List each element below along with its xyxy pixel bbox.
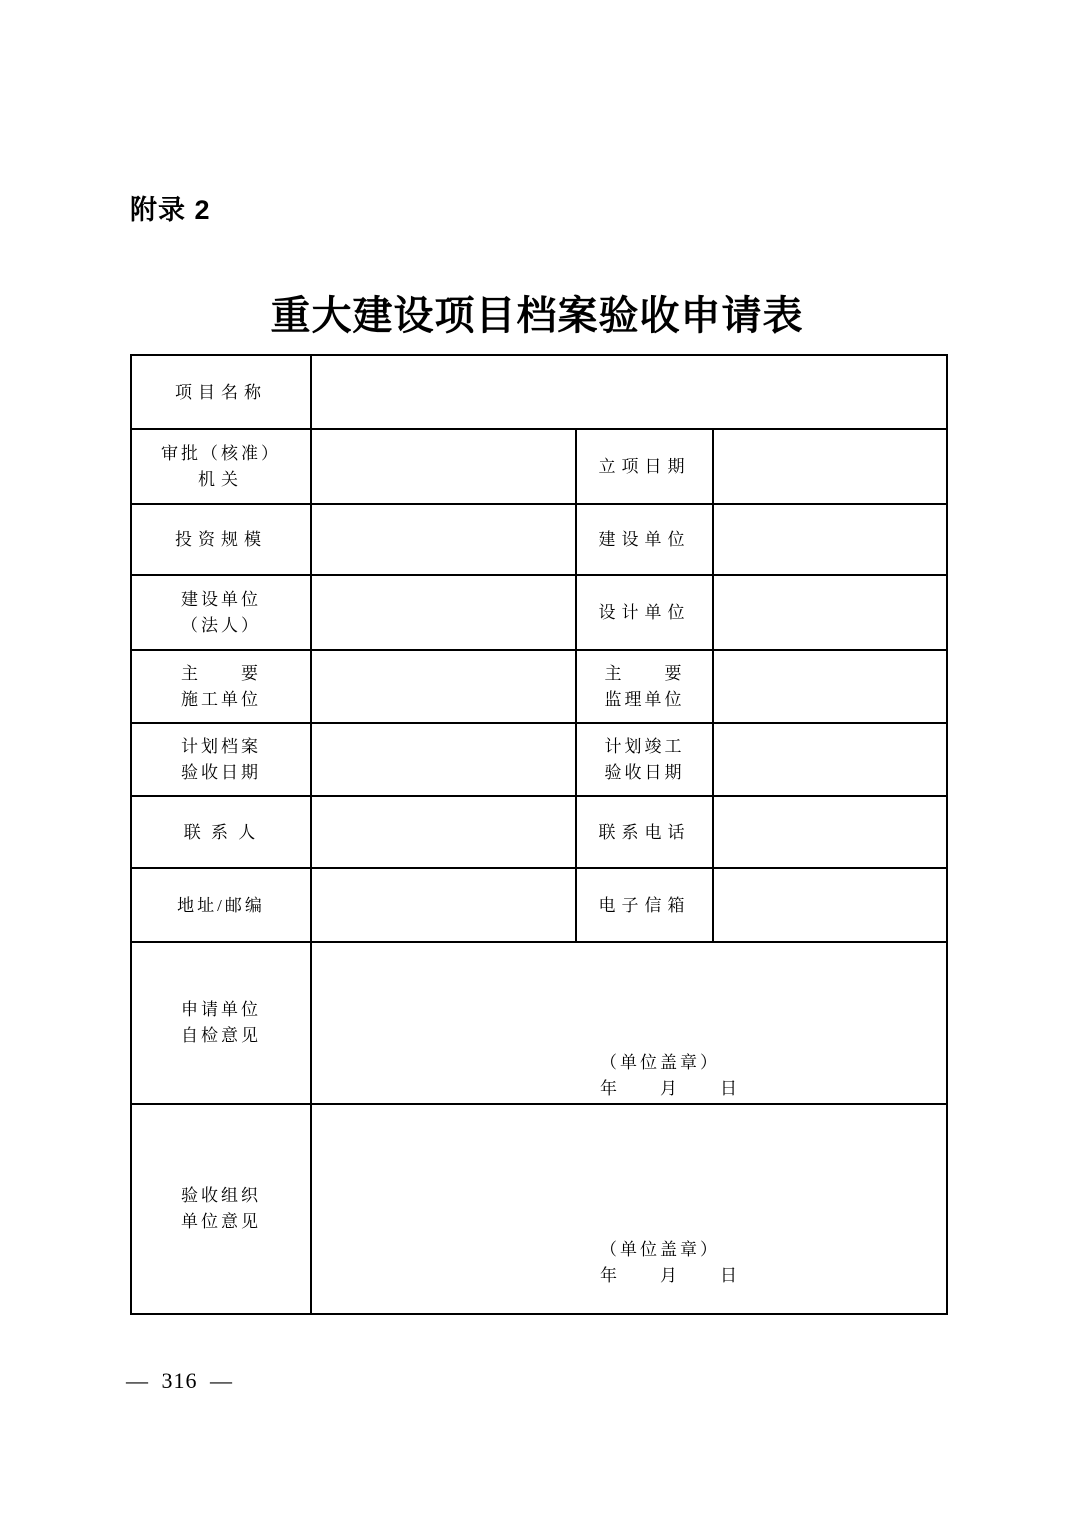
planned-completion-acceptance-label-line2: 验收日期 [604,762,685,782]
planned-completion-acceptance-label [576,723,713,796]
applicant-stamp-note: （单位盖章） [600,1053,720,1072]
contact-person-value-cell [311,796,576,868]
contact-person-label-text: 联 系 人 [183,822,259,842]
construction-unit-legal-label-line1: 建设单位 [181,589,261,609]
planned-completion-acceptance-value-cell [713,723,947,796]
row-project-name [131,355,947,429]
row-planned-dates [131,723,947,796]
address-postcode-label [131,868,311,942]
project-name-label-text: 项目名称 [175,382,267,402]
form-title: 重大建设项目档案验收申请表 [270,293,804,338]
main-supervisor-label-line1: 主 要 [604,663,685,683]
main-supervisor-label [576,650,713,723]
main-supervisor-value-cell [713,650,947,723]
acceptance-org-stamp-block [600,1129,946,1289]
investment-scale-label [131,504,311,575]
applicant-date-line: 年 月 日 [600,1079,740,1098]
row-construction-unit-legal [131,575,947,650]
approval-authority-value-cell [311,429,576,504]
email-label [576,868,713,942]
construction-unit-value-cell [713,504,947,575]
design-unit-value-cell [713,575,947,650]
acceptance-org-date-line: 年 月 日 [600,1266,740,1285]
planned-completion-acceptance-label-line1: 计划竣工 [604,736,685,756]
row-address-email [131,868,947,942]
contact-phone-label-text: 联系电话 [598,822,691,842]
construction-unit-label [576,504,713,575]
construction-unit-legal-label [131,575,311,650]
acceptance-org-opinion-label-line1: 验收组织 [181,1186,261,1205]
application-form-table [130,354,948,1315]
planned-archive-acceptance-label-line1: 计划档案 [181,736,261,756]
investment-scale-label-text: 投资规模 [175,530,267,549]
planned-archive-acceptance-value-cell [311,723,576,796]
contact-phone-value-cell [713,796,947,868]
acceptance-org-opinion-value-cell [311,1104,947,1314]
address-postcode-label-text: 地址/邮编 [177,895,265,915]
main-contractor-label-line1: 主 要 [181,663,261,683]
row-contact [131,796,947,868]
main-contractor-value-cell [311,650,576,723]
row-acceptance-org-opinion [131,1104,947,1314]
approval-authority-label-line2: 机关 [198,469,244,489]
construction-unit-legal-label-line2: （法人） [181,615,261,635]
page-number: — 316 — [126,1368,233,1393]
applicant-self-check-label-line1: 申请单位 [181,1000,261,1019]
contact-phone-label [576,796,713,868]
approval-authority-label [131,429,311,504]
row-applicant-self-check [131,942,947,1104]
project-name-value-cell [311,355,947,429]
project-name-label [131,355,311,429]
email-label-text: 电子信箱 [598,895,691,915]
acceptance-org-stamp-note: （单位盖章） [600,1240,720,1259]
main-supervisor-label-line2: 监理单位 [604,689,685,709]
acceptance-org-opinion-label-line2: 单位意见 [181,1212,261,1231]
planned-archive-acceptance-label [131,723,311,796]
project-approval-date-label [576,429,713,504]
row-approval-authority [131,429,947,504]
applicant-self-check-label-line2: 自检意见 [181,1026,261,1045]
row-main-units [131,650,947,723]
planned-archive-acceptance-label-line2: 验收日期 [181,762,261,782]
design-unit-label [576,575,713,650]
main-contractor-label [131,650,311,723]
contact-person-label [131,796,311,868]
appendix-label: 附录 2 [130,195,211,225]
applicant-self-check-label [131,942,311,1104]
project-approval-date-label-text: 立项日期 [598,457,691,476]
design-unit-label-text: 设计单位 [598,603,691,622]
construction-unit-label-text: 建设单位 [598,530,691,549]
construction-unit-legal-value-cell [311,575,576,650]
applicant-self-check-value-cell [311,942,947,1104]
row-investment-scale [131,504,947,575]
approval-authority-label-line1: 审批（核准） [161,443,281,463]
applicant-stamp-block [600,944,946,1102]
address-postcode-value-cell [311,868,576,942]
email-value-cell [713,868,947,942]
acceptance-org-opinion-label [131,1104,311,1314]
project-approval-date-value-cell [713,429,947,504]
main-contractor-label-line2: 施工单位 [181,689,261,709]
investment-scale-value-cell [311,504,576,575]
